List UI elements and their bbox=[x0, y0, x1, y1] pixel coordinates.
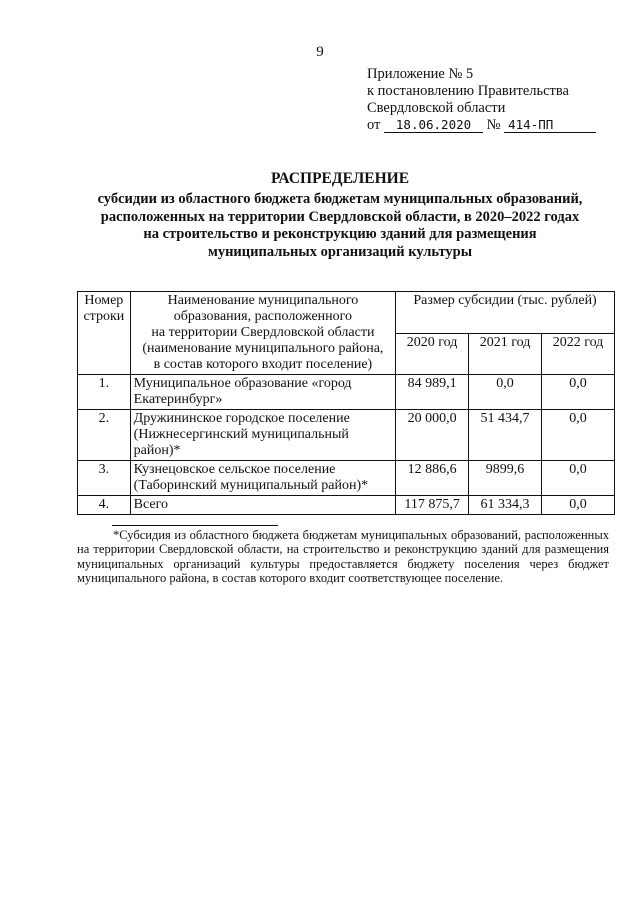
row-name bbox=[130, 375, 395, 410]
appendix-line-3: Свердловской области bbox=[367, 100, 506, 116]
value-2020: 12 886,6 bbox=[396, 461, 469, 496]
header-amount-group: Размер субсидии (тыс. рублей) bbox=[396, 292, 615, 334]
row-name bbox=[130, 410, 395, 461]
row-name-line: Всего bbox=[133, 497, 169, 512]
document-subtitle bbox=[60, 191, 620, 261]
row-name bbox=[130, 461, 395, 496]
decree-number: 414-ПП bbox=[504, 118, 596, 133]
subtitle-line: муниципальных организаций культуры bbox=[207, 243, 473, 260]
header-name bbox=[130, 292, 395, 375]
row-name-line: Дружининское городское поселение bbox=[133, 411, 350, 426]
header-row-number bbox=[78, 292, 131, 375]
subtitle-line: расположенных на территории Свердловской области, в 2020–2022 годах bbox=[100, 208, 580, 225]
value-2021: 9899,6 bbox=[469, 461, 542, 496]
table-row bbox=[78, 461, 615, 496]
row-name-line: (Нижнесергинский муниципальный bbox=[133, 427, 349, 442]
row-number: 3. bbox=[78, 461, 131, 496]
number-prefix: № bbox=[486, 117, 501, 133]
value-2022: 0,0 bbox=[542, 410, 615, 461]
document-heading bbox=[60, 170, 620, 261]
table-row bbox=[78, 375, 615, 410]
date-prefix: от bbox=[367, 117, 381, 133]
row-number: 4. bbox=[78, 496, 131, 515]
appendix-block bbox=[367, 66, 617, 134]
header-line: в состав которого входит поселение) bbox=[153, 357, 373, 372]
subsidy-table bbox=[77, 291, 615, 515]
table-header-row bbox=[78, 292, 615, 334]
header-line: Номер bbox=[84, 293, 124, 308]
appendix-line-1: Приложение № 5 bbox=[367, 66, 474, 82]
value-2021: 0,0 bbox=[469, 375, 542, 410]
row-name-line: (Таборинский муниципальный район)* bbox=[133, 478, 369, 493]
header-line: (наименование муниципального района, bbox=[142, 341, 384, 356]
table-row bbox=[78, 410, 615, 461]
value-2022: 0,0 bbox=[542, 375, 615, 410]
appendix-date-line bbox=[367, 117, 617, 134]
value-2022: 0,0 bbox=[542, 461, 615, 496]
header-year-2020: 2020 год bbox=[396, 333, 469, 375]
decree-date: 18.06.2020 bbox=[384, 118, 483, 133]
footnote-divider bbox=[112, 525, 278, 526]
subtitle-line: субсидии из областного бюджета бюджетам муниципальных образований, bbox=[97, 191, 583, 207]
header-line: на территории Свердловской области bbox=[151, 325, 375, 340]
row-name-line: Муниципальное образование «город bbox=[133, 376, 352, 391]
table-row-total bbox=[78, 496, 615, 515]
row-name bbox=[130, 496, 395, 515]
value-2020: 117 875,7 bbox=[396, 496, 469, 515]
value-2021: 61 334,3 bbox=[469, 496, 542, 515]
value-2022: 0,0 bbox=[542, 496, 615, 515]
value-2020: 20 000,0 bbox=[396, 410, 469, 461]
footnote: *Субсидия из областного бюджета бюджетам муниципальных образований, расположенных на территории Свердловской области, на строительство и реконструкцию зданий для размещения муниципальных организаций культуры предоставляется бюджету поселения через бюджет муниципального района, в состав которого входит соответствующее поселение. bbox=[77, 528, 609, 585]
row-number: 2. bbox=[78, 410, 131, 461]
document-title: РАСПРЕДЕЛЕНИЕ bbox=[270, 170, 410, 187]
subtitle-line: на строительство и реконструкцию зданий для размещения bbox=[143, 226, 537, 242]
page-number: 9 bbox=[316, 44, 324, 60]
row-name-line: район)* bbox=[133, 443, 181, 458]
row-name-line: Кузнецовское сельское поселение bbox=[133, 462, 336, 477]
header-year-2022: 2022 год bbox=[542, 333, 615, 375]
header-line: образования, расположенного bbox=[173, 309, 353, 324]
row-number: 1. bbox=[78, 375, 131, 410]
header-line: строки bbox=[83, 309, 125, 324]
header-year-2021: 2021 год bbox=[469, 333, 542, 375]
value-2020: 84 989,1 bbox=[396, 375, 469, 410]
row-name-line: Екатеринбург» bbox=[133, 392, 223, 407]
header-line: Наименование муниципального bbox=[167, 293, 359, 308]
appendix-line-2: к постановлению Правительства bbox=[367, 83, 569, 99]
value-2021: 51 434,7 bbox=[469, 410, 542, 461]
